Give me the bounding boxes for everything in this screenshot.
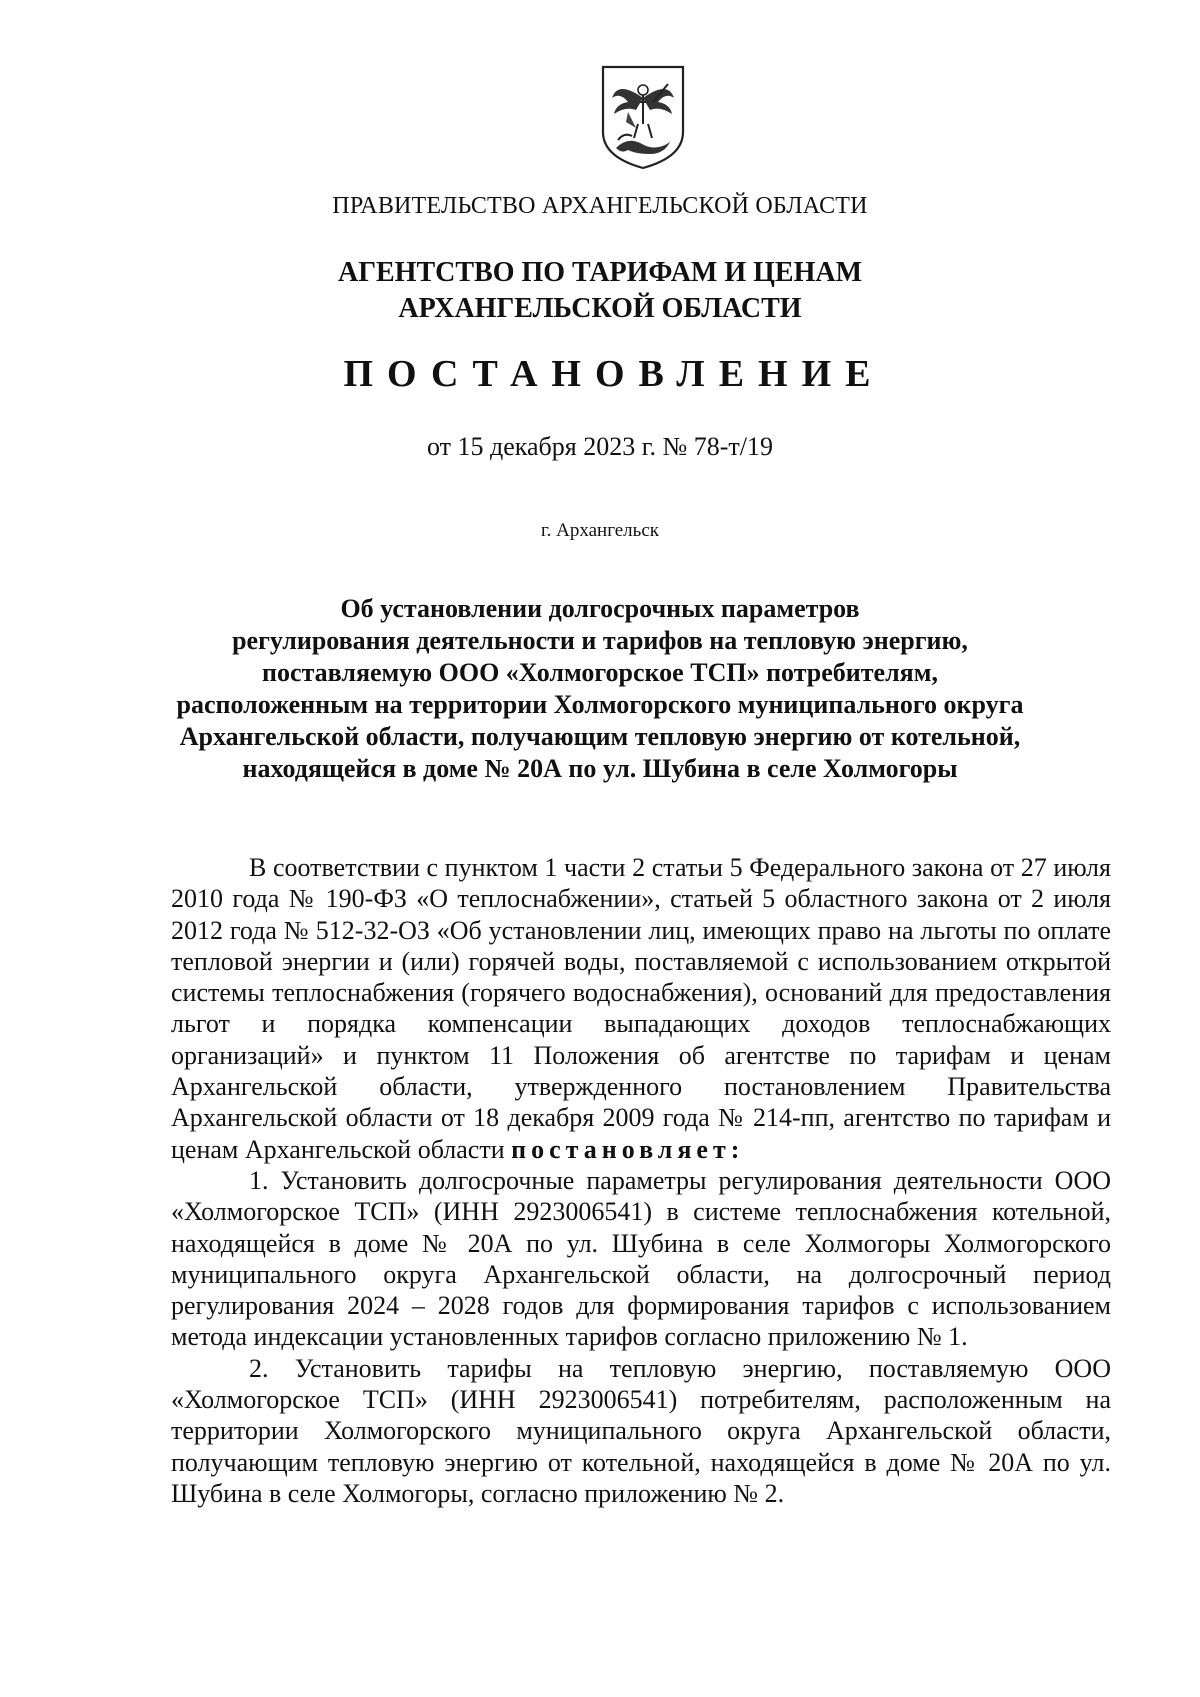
document-city: г. Архангельск (540, 520, 659, 541)
subject-line: расположенным на территории Холмогорского муниципального округа (176, 690, 1024, 719)
preamble-paragraph (171, 852, 1111, 1165)
document-date-number: от 15 декабря 2023 г. № 78-т/19 (426, 432, 774, 461)
agency-name-line1: АГЕНТСТВО ПО ТАРИФАМ И ЦЕНАМ (337, 257, 863, 288)
document-type-title: ПОСТАНОВЛЕНИЕ (343, 353, 885, 395)
subject-line: Об установлении долгосрочных параметров (340, 594, 860, 623)
coat-of-arms-icon (598, 62, 688, 172)
document-subject (0, 593, 1200, 785)
subject-line: поставляемую ООО «Холмогорское ТСП» потребителям, (262, 658, 938, 687)
resolves-colon: : (730, 1134, 740, 1164)
resolves-word: постановляет (511, 1134, 731, 1164)
document-body (171, 852, 1111, 1509)
item-2-paragraph: 2. Установить тарифы на тепловую энергию, поставляемую ООО «Холмогорское ТСП» (ИНН 2923006541) потребителям, расположенным на территории Холмогорского муниципального округа Архангельской области, получающим тепловую энергию от котельной, находящейся в доме № 20А по ул. Шубина в селе Холмогоры, согласно приложению № 2. (171, 1353, 1111, 1508)
subject-line: регулирования деятельности и тарифов на тепловую энергию, (232, 626, 968, 655)
subject-line: находящейся в доме № 20А по ул. Шубина в селе Холмогоры (242, 754, 958, 783)
government-name: ПРАВИТЕЛЬСТВО АРХАНГЕЛЬСКОЙ ОБЛАСТИ (332, 193, 868, 219)
item-1-paragraph: 1. Установить долгосрочные параметры регулирования деятельности ООО «Холмогорское ТСП» (ИНН 2923006541) в системе теплоснабжения котельной, находящейся в доме № 20А по ул. Шубина в селе Холмогоры Холмогорского муниципального округа Архангельской области, на долгосрочный период регулирования 2024 – 2028 годов для формирования тарифов с использованием метода индексации установленных тарифов согласно приложению № 1. (171, 1165, 1111, 1352)
subject-line: Архангельской области, получающим тепловую энергию от котельной, (179, 722, 1021, 751)
agency-name (0, 255, 1200, 327)
agency-name-line2: АРХАНГЕЛЬСКОЙ ОБЛАСТИ (398, 293, 802, 324)
preamble-text: В соответствии с пунктом 1 части 2 статьи 5 Федерального закона от 27 июля 2010 года № 190-ФЗ «О теплоснабжении», статьей 5 областного закона от 2 июля 2012 года № 512-32-ОЗ «Об установлении лиц, имеющих право на льготы по оплате тепловой энергии и (или) горячей воды, поставляемой с использованием открытой системы теплоснабжения (горячего водоснабжения), оснований для предоставления льгот и порядка компенсации выпадающих доходов теплоснабжающих организаций» и пунктом 11 Положения об агентстве по тарифам и ценам Архангельской области, утвержденного постановлением Правительства Архангельской области от 18 декабря 2009 года № 214-пп, агентство по тарифам и ценам Архангельской области (171, 853, 1111, 1164)
